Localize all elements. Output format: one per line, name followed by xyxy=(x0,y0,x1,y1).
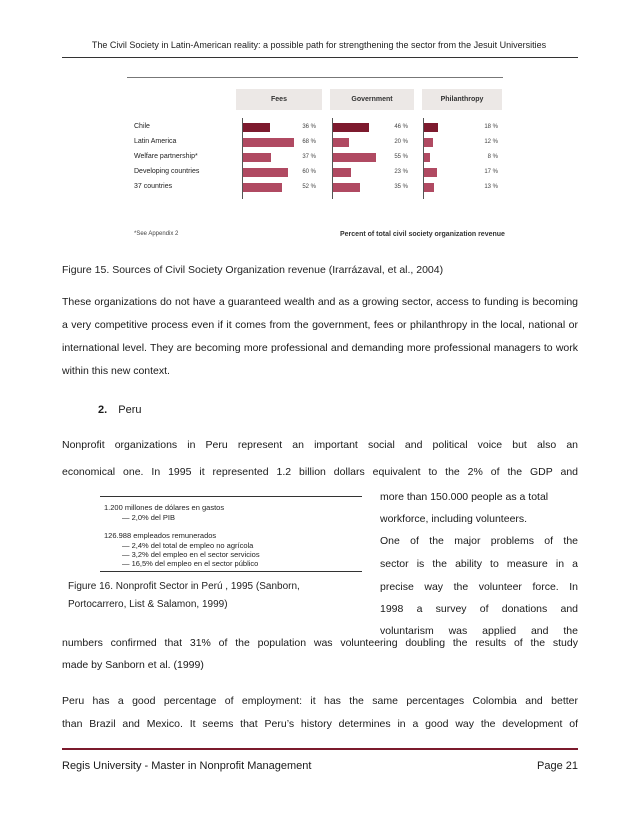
value-label: 23 % xyxy=(394,169,408,175)
category-label: Chile xyxy=(134,123,150,130)
figure-16-line-2: — 2,0% del PIB xyxy=(122,513,175,522)
value-label: 36 % xyxy=(302,124,316,130)
figure-16-top-rule xyxy=(100,496,362,497)
bar-government-4 xyxy=(333,183,360,192)
peru-right-line-7: voluntarism was applied and the xyxy=(380,625,578,637)
peru-right-line-6: 1998 a survey of donations and xyxy=(380,603,578,615)
paragraph-funding: These organizations do not have a guaranteed wealth and as a growing sector, access to funding is becoming a very competitive process even if it comes from the government, fees or philanthropy in the local, national or international level. They are becoming more professional and demanding more professional managers to work within this new context. xyxy=(62,296,578,377)
value-label: 8 % xyxy=(487,154,498,160)
bar-government-3 xyxy=(333,168,351,177)
peru-tail-line-1: numbers confirmed that 31% of the population was volunteering doubling the results of the study xyxy=(62,637,578,649)
value-label: 18 % xyxy=(484,124,498,130)
peru-right-line-1: more than 150.000 people as a total xyxy=(380,491,549,503)
value-label: 20 % xyxy=(394,139,408,145)
figure-16-line-6: — 16,5% del empleo en el sector público xyxy=(122,559,259,568)
peru-right-line-5: precise way the volunteer force. In xyxy=(380,581,578,593)
category-label: 37 countries xyxy=(134,183,173,190)
peru-right-line-4: sector is the ability to measure in a xyxy=(380,558,578,570)
chart-x-axis-label: Percent of total civil society organization revenue xyxy=(340,231,505,238)
peru-right-line-2: workforce, including volunteers. xyxy=(380,513,528,525)
value-label: 46 % xyxy=(394,124,408,130)
value-label: 52 % xyxy=(302,184,316,190)
figure-16-bottom-rule xyxy=(100,571,362,572)
paragraph-employment-line-2: than Brazil and Mexico. It seems that Peru’s history determines in a good way the development of xyxy=(62,718,578,730)
value-label: 12 % xyxy=(484,139,498,145)
section-title: Peru xyxy=(118,404,142,416)
bar-fees-4 xyxy=(243,183,282,192)
figure-16-caption-line-2: Portocarrero, List & Salamon, 1999) xyxy=(68,599,228,610)
bar-fees-3 xyxy=(243,168,288,177)
value-label: 35 % xyxy=(394,184,408,190)
footer-divider xyxy=(62,748,578,750)
category-label: Welfare partnership* xyxy=(134,153,198,160)
peru-line-1: Nonprofit organizations in Peru represent an important social and political voice but also an xyxy=(62,439,578,451)
category-label: Developing countries xyxy=(134,168,200,175)
section-heading-peru xyxy=(98,404,142,416)
figure-16-line-1: 1.200 millones de dólares en gastos xyxy=(104,503,225,512)
header-divider xyxy=(62,57,578,58)
chart-footnote: *See Appendix 2 xyxy=(134,231,179,237)
bar-philanthropy-1 xyxy=(424,138,433,147)
peru-line-2: economical one. In 1995 it represented 1.2 billion dollars equivalent to the 2% of the GDP and xyxy=(62,466,578,478)
bar-philanthropy-3 xyxy=(424,168,437,177)
page-number: Page 21 xyxy=(537,760,578,772)
panel-header-government: Government xyxy=(330,89,414,110)
value-label: 60 % xyxy=(302,169,316,175)
bar-government-2 xyxy=(333,153,376,162)
value-label: 68 % xyxy=(302,139,316,145)
bar-government-1 xyxy=(333,138,349,147)
category-label: Latin America xyxy=(134,138,177,145)
figure-16-line-5: — 3,2% del empleo en el sector servicios xyxy=(122,550,260,559)
value-label: 55 % xyxy=(394,154,408,160)
peru-tail-line-2: made by Sanborn et al. (1999) xyxy=(62,659,204,671)
value-label: 37 % xyxy=(302,154,316,160)
figure-16-line-4: — 2,4% del total de empleo no agrícola xyxy=(122,541,254,550)
bar-philanthropy-2 xyxy=(424,153,430,162)
bar-government-0 xyxy=(333,123,369,132)
panel-header-fees: Fees xyxy=(236,89,322,110)
paragraph-employment-line-1: Peru has a good percentage of employment: it has the same percentages Colombia and better xyxy=(62,695,578,707)
peru-right-line-3: One of the major problems of the xyxy=(380,535,578,547)
running-header: The Civil Society in Latin-American reality: a possible path for strengthening the sector from the Jesuit Universities xyxy=(91,40,547,50)
value-label: 13 % xyxy=(484,184,498,190)
bar-philanthropy-0 xyxy=(424,123,438,132)
bar-fees-2 xyxy=(243,153,271,162)
figure-16-caption-line-1: Figure 16. Nonprofit Sector in Perú , 1995 (Sanborn, xyxy=(68,581,300,592)
panel-header-philanthropy: Philanthropy xyxy=(422,89,502,110)
bar-philanthropy-4 xyxy=(424,183,434,192)
footer-institution: Regis University - Master in Nonprofit Management xyxy=(62,760,312,772)
chart-top-divider xyxy=(127,77,503,78)
figure-15-caption: Figure 15. Sources of Civil Society Organization revenue (Irarrázaval, et al., 2004) xyxy=(62,264,444,276)
value-label: 17 % xyxy=(484,169,498,175)
bar-fees-0 xyxy=(243,123,270,132)
figure-16-line-3: 126.988 empleados remunerados xyxy=(104,531,217,540)
section-number: 2. xyxy=(98,404,108,416)
